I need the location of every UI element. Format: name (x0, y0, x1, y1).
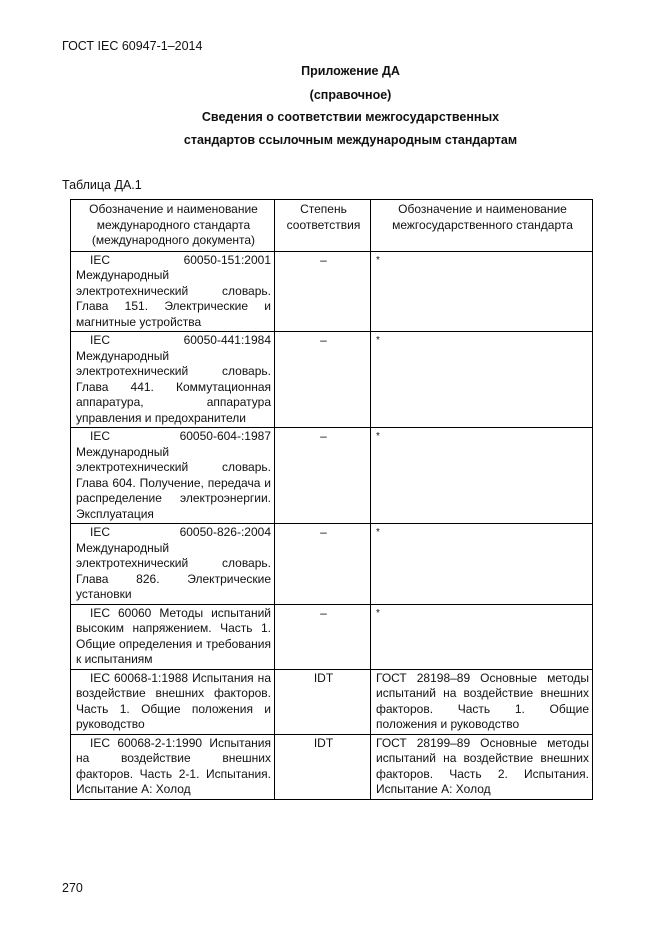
column-header-international: Обозначение и наименование международного стандарта (международного документа) (71, 200, 275, 252)
cell-national-standard: * (371, 251, 593, 332)
column-header-degree: Степень соответствия (275, 200, 371, 252)
table-caption: Таблица ДА.1 (62, 178, 142, 192)
cell-international-standard: IEC 60068-1:1988 Испытания на воздействие внешних факторов. Часть 1. Общие положения и руководство (71, 669, 275, 734)
cell-international-standard: IEC 60068-2-1:1990 Испытания на воздействие внешних факторов. Часть 2-1. Испытания. Испытание А: Холод (71, 734, 275, 799)
appendix-title: Приложение ДА (301, 64, 400, 78)
cell-national-standard: * (371, 332, 593, 428)
cell-national-standard: * (371, 524, 593, 605)
column-header-national: Обозначение и наименование межгосударственного стандарта (371, 200, 593, 252)
table-row (71, 734, 593, 799)
cell-international-standard: IEC 60050-151:2001 Международный электротехнический словарь. Глава 151. Электрические и магнитные устройства (71, 251, 275, 332)
cell-national-standard: ГОСТ 28199–89 Основные методы испытаний на воздействие внешних факторов. Часть 2. Испытания. Испытание А: Холод (371, 734, 593, 799)
cell-degree: – (275, 251, 371, 332)
table-row (71, 524, 593, 605)
cell-international-standard: IEC 60050-441:1984 Международный электротехнический словарь. Глава 441. Коммутационная аппаратура, аппаратура управления и предохранители (71, 332, 275, 428)
table-row (71, 332, 593, 428)
cell-international-standard: IEC 60060 Методы испытаний высоким напряжением. Часть 1. Общие определения и требования к испытаниям (71, 604, 275, 669)
document-code: ГОСТ IEC 60947-1–2014 (62, 39, 203, 53)
cell-international-standard: IEC 60050-604-:1987 Международный электротехнический словарь. Глава 604. Получение, передача и распределение электроэнергии. Эксплуатация (71, 428, 275, 524)
cell-degree: – (275, 524, 371, 605)
table-row (71, 428, 593, 524)
cell-international-standard: IEC 60050-826-:2004 Международный электротехнический словарь. Глава 826. Электрические установки (71, 524, 275, 605)
cell-degree: IDT (275, 669, 371, 734)
appendix-heading-line-2: стандартов ссылочным международным стандартам (183, 133, 518, 147)
appendix-heading-line-1: Сведения о соответствии межгосударственных (201, 110, 500, 124)
cell-degree: IDT (275, 734, 371, 799)
cell-national-standard: ГОСТ 28198–89 Основные методы испытаний на воздействие внешних факторов. Часть 1. Общие положения и руководство (371, 669, 593, 734)
cell-degree: – (275, 332, 371, 428)
cell-national-standard: * (371, 428, 593, 524)
cell-national-standard: * (371, 604, 593, 669)
table-row (71, 604, 593, 669)
appendix-subtitle: (справочное) (309, 88, 392, 102)
page-number: 270 (62, 881, 83, 895)
correspondence-table (70, 199, 593, 800)
table-row (71, 669, 593, 734)
cell-degree: – (275, 604, 371, 669)
cell-degree: – (275, 428, 371, 524)
table-header-row (71, 200, 593, 252)
table-row (71, 251, 593, 332)
